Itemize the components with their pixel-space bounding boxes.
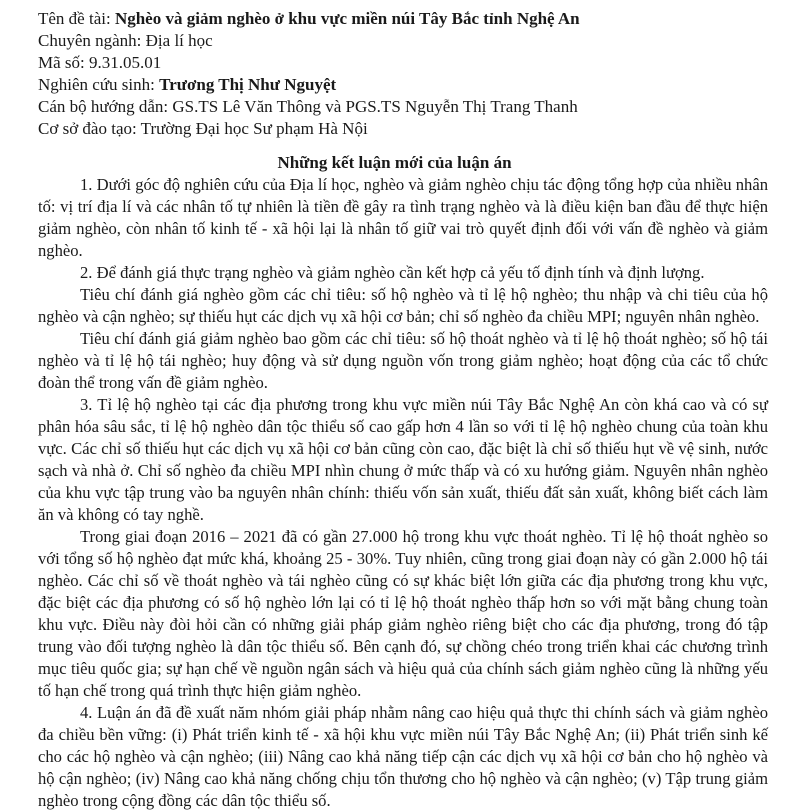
paragraph-5: 3. Tỉ lệ hộ nghèo tại các địa phương trong khu vực miền núi Tây Bắc Nghệ An còn khá cao và có sự phân hóa sâu sắc, tỉ lệ hộ nghèo dân tộc thiểu số cao gấp hơn 4 lần so với tỉ lệ hộ nghèo chung của toàn khu vực. Các chỉ số thiếu hụt các dịch vụ xã hội cơ bản cũng còn cao, đặc biệt là chỉ số thiếu hụt về vệ sinh, nước sạch và nhà ở. Chỉ số nghèo đa chiều MPI nhìn chung ở mức thấp và có xu hướng giảm. Nguyên nhân nghèo của khu vực tập trung vào ba nguyên nhân chính: thiếu vốn sản xuất, thiếu đất sản xuất, không biết cách làm ăn và không có tay nghề. [38, 395, 768, 524]
student-name: Trương Thị Như Nguyệt [159, 75, 337, 94]
paragraph-3: Tiêu chí đánh giá nghèo gồm các chỉ tiêu: số hộ nghèo và tỉ lệ hộ nghèo; thu nhập và chi tiêu của hộ nghèo và cận nghèo; sự thiếu hụt các dịch vụ xã hội cơ bản; chỉ số nghèo đa chiều MPI; nguyên nhân nghèo. [38, 285, 768, 326]
institution-line: Cơ sở đào tạo: Trường Đại học Sư phạm Hà Nội [38, 119, 368, 138]
paragraph-2: 2. Để đánh giá thực trạng nghèo và giảm nghèo cần kết hợp cả yếu tố định tính và định lượng. [80, 263, 705, 282]
supervisor-line: Cán bộ hướng dẫn: GS.TS Lê Văn Thông và PGS.TS Nguyễn Thị Trang Thanh [38, 97, 578, 116]
topic-title: Nghèo và giảm nghèo ở khu vực miền núi Tây Bắc tỉnh Nghệ An [114, 9, 580, 28]
code-line: Mã số: 9.31.05.01 [38, 53, 162, 72]
thesis-info-block [38, 8, 768, 140]
major-line: Chuyên ngành: Địa lí học [38, 31, 213, 50]
paragraph-1: 1. Dưới góc độ nghiên cứu của Địa lí học, nghèo và giảm nghèo chịu tác động tổng hợp của nhiều nhân tố: vị trí địa lí và các nhân tố tự nhiên là tiền đề gây ra tình trạng nghèo và là điều kiện ban đầu để thực hiện giảm nghèo, còn nhân tố kinh tế - xã hội lại là nhân tố giữ vai trò quyết định đối với vấn đề nghèo và giảm nghèo. [38, 175, 768, 260]
paragraph-7: 4. Luận án đã đề xuất năm nhóm giải pháp nhằm nâng cao hiệu quả thực thi chính sách và giảm nghèo đa chiều bền vững: (i) Phát triển kinh tế - xã hội khu vực miền núi Tây Bắc Nghệ An; (ii) Phát triển sinh kế cho các hộ nghèo và cận nghèo; (iii) Nâng cao khả năng tiếp cận các dịch vụ xã hội cơ bản cho hộ nghèo và hộ cận nghèo; (iv) Nâng cao khả năng chống chịu tổn thương cho hộ nghèo và cận nghèo; (v) Tập trung giảm nghèo trong cộng đồng các dân tộc thiểu số. [38, 703, 768, 810]
paragraph-4: Tiêu chí đánh giá giảm nghèo bao gồm các chỉ tiêu: số hộ thoát nghèo và tỉ lệ hộ thoát nghèo; số hộ tái nghèo và tỉ lệ hộ tái nghèo; huy động và sử dụng nguồn vốn trong giảm nghèo; hoạt động của các tổ chức đoàn thể trong vấn đề giảm nghèo. [38, 329, 768, 392]
student-label: Nghiên cứu sinh: [38, 75, 160, 94]
topic-label: Tên đề tài: [38, 9, 115, 28]
section-heading: Những kết luận mới của luận án [277, 153, 512, 172]
topic-line [38, 8, 768, 30]
conclusions-body [38, 174, 768, 812]
paragraph-6: Trong giai đoạn 2016 – 2021 đã có gần 27.000 hộ trong khu vực thoát nghèo. Tỉ lệ hộ thoát nghèo so với tổng số hộ nghèo đạt mức khá, khoảng 25 - 30%. Tuy nhiên, cũng trong giai đoạn này có gần 2.000 hộ tái nghèo. Các chỉ số về thoát nghèo và tái nghèo cũng có sự khác biệt lớn giữa các địa phương trong khu vực, đặc biệt các địa phương có số hộ nghèo lớn lại có tỉ lệ hộ thoát nghèo thấp hơn so với mặt bằng chung toàn khu vực. Điều này đòi hỏi cần có những giải pháp giảm nghèo riêng biệt cho các địa phương, trong đó tập trung vào đối tượng nghèo là dân tộc thiểu số. Bên cạnh đó, sự chồng chéo trong triển khai các chương trình mục tiêu quốc gia; sự hạn chế về nguồn ngân sách và hiệu quả của chính sách giảm nghèo cũng là những yếu tố hạn chế trong quá trình thực hiện giảm nghèo. [38, 527, 768, 700]
student-line [38, 74, 768, 96]
